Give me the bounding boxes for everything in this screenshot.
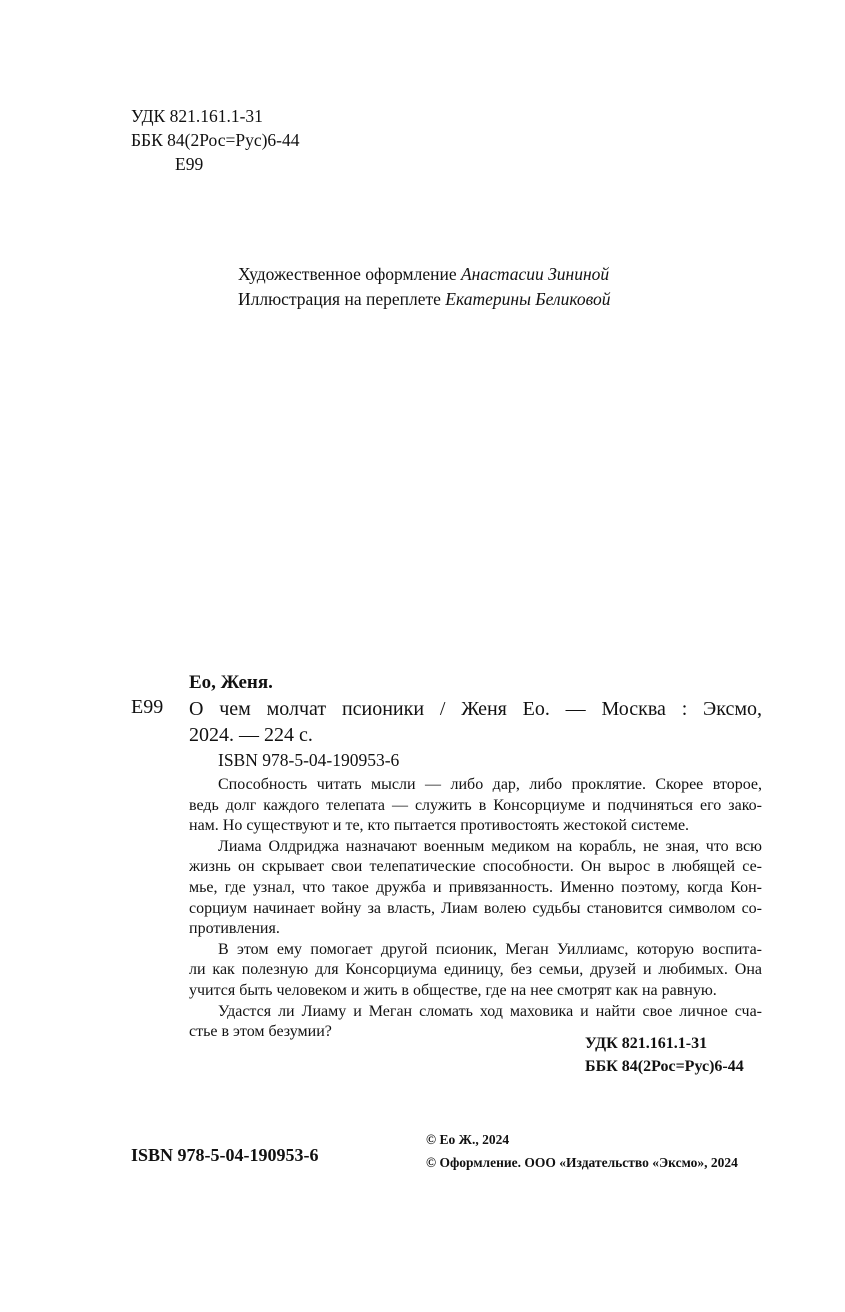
annotation-line: учится быть человеком и жить в обществе, где на нее смотрят как на равную. xyxy=(189,981,717,999)
isbn-record: ISBN 978-5-04-190953-6 xyxy=(218,750,400,770)
annotation-line: мье, где узнал, что такое дружба и привязанность. Именно поэтому, когда Кон- xyxy=(189,878,762,896)
title-line: О чем молчат псионики / Женя Ео. — Москва : Эксмо, xyxy=(189,698,762,720)
bbk-code: ББК 84(2Рос=Рус)6-44 xyxy=(585,1058,744,1075)
illustrator-name: Екатерины Беликовой xyxy=(445,289,611,309)
copyright-block xyxy=(426,1128,738,1174)
credits xyxy=(238,262,610,312)
classification-bottom xyxy=(585,1032,744,1078)
annotation-line: ведь долг каждого телепата — служить в Консорциуме и подчиняться его зако- xyxy=(189,796,762,814)
annotation-line: Способность читать мысли — либо дар, либо проклятие. Скорее второе, xyxy=(218,776,762,793)
annotation-line: жизнь он скрывает свои телепатические способности. Он вырос в любящей се- xyxy=(189,858,762,876)
annotation xyxy=(189,775,762,1043)
isbn-footer: ISBN 978-5-04-190953-6 xyxy=(131,1145,319,1165)
annotation-line: Удастся ли Лиаму и Меган сломать ход маховика и найти свое личное сча- xyxy=(218,1002,762,1020)
bbk-code: ББК 84(2Рос=Рус)6-44 xyxy=(131,130,300,150)
annotation-line: противления. xyxy=(189,920,280,938)
annotation-line: сорциум начинает войну за власть, Лиам волею судьбы становится символом со- xyxy=(189,899,762,917)
annotation-line: нам. Но существуют и те, кто пытается противостоять жестокой системе. xyxy=(189,817,690,835)
annotation-line: ли как полезную для Консорциума единицу, без семьи, друзей и любимых. Она xyxy=(189,961,762,979)
author-heading: Ео, Женя. xyxy=(189,672,273,693)
author-mark: Е99 xyxy=(175,154,204,174)
copyright-design: © Оформление. ООО «Издательство «Эксмо», 2024 xyxy=(426,1155,738,1170)
title-line: 2024. — 224 с. xyxy=(189,724,313,746)
copyright-author: © Ео Ж., 2024 xyxy=(426,1132,510,1147)
annotation-line: стье в этом безумии? xyxy=(189,1023,332,1041)
udk-code: УДК 821.161.1-31 xyxy=(585,1035,708,1052)
design-credit: Художественное оформление Анастасии Зининой xyxy=(238,264,610,284)
annotation-line: В этом ему помогает другой псионик, Меган Уиллиамс, которую воспита- xyxy=(218,940,762,958)
annotation-line: Лиама Олдриджа назначают военным медиком на корабль, не зная, что всю xyxy=(218,837,762,855)
designer-name: Анастасии Зининой xyxy=(460,264,610,284)
classification-top xyxy=(131,104,300,176)
bibliography-author-mark: Е99 xyxy=(131,696,164,718)
illustration-credit: Иллюстрация на переплете Екатерины Беликовой xyxy=(238,289,611,309)
udk-code: УДК 821.161.1-31 xyxy=(131,106,263,126)
book-title-record xyxy=(189,696,762,748)
